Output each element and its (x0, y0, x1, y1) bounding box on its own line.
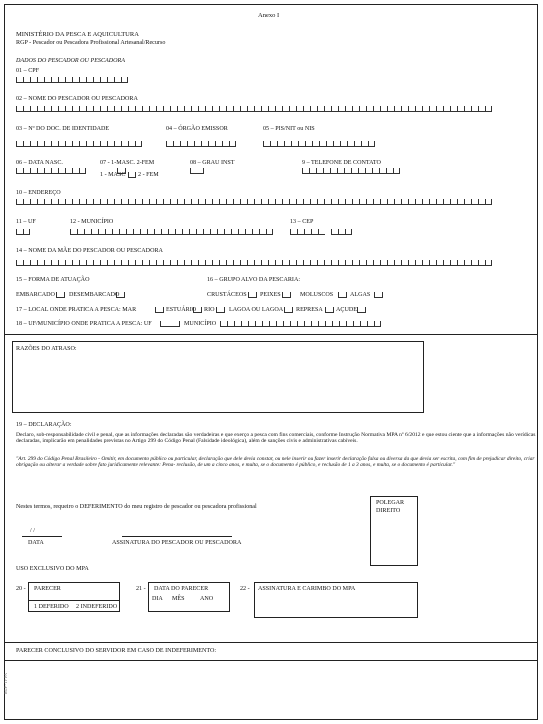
name-input[interactable] (16, 106, 492, 112)
field-label-target-group: 16 – GRUPO ALVO DA PESCARIA: (207, 277, 301, 283)
estuario-checkbox[interactable] (193, 307, 202, 313)
field-label-name: 02 – NOME DO PESCADOR OU PESCADORA (16, 96, 138, 102)
field-label-zip: 13 – CEP (290, 219, 314, 225)
rio-checkbox[interactable] (216, 307, 225, 313)
zip-input[interactable] (290, 229, 352, 235)
option-represa: REPRESA (296, 307, 323, 313)
sex-option-masc: 1 - MASC (100, 172, 126, 178)
field-label-fishing-city: MUNICÍPIO (184, 321, 217, 327)
parecer-inner-line (28, 600, 120, 601)
city-input[interactable] (70, 229, 273, 235)
lagoa-checkbox[interactable] (284, 307, 293, 313)
opinion-date-label: DATA DO PARECER (154, 586, 209, 592)
parecer-label: PARECER (34, 586, 61, 592)
fishing-city-input[interactable] (220, 321, 381, 327)
mother-name-input[interactable] (16, 260, 492, 266)
peixes-checkbox[interactable] (282, 292, 291, 298)
uf-input[interactable] (16, 229, 30, 235)
field-label-sex: 07 - 1-MASC. 2-FEM (100, 160, 155, 166)
field-label-activity: 15 – FORMA DE ATUAÇÃO (16, 277, 90, 283)
field-label-cpf: 01 – CPF (16, 68, 40, 74)
field-label-city: 12 - MUNICÍPIO (70, 219, 114, 225)
option-indeferido[interactable]: 2 INDEFERIDO (76, 604, 118, 610)
field-label-address: 10 – ENDEREÇO (16, 190, 61, 196)
declaration-title: 19 – DECLARAÇÃO: (16, 422, 72, 428)
address-input[interactable] (16, 199, 492, 205)
date-label: DATA (28, 540, 44, 546)
penal-code-quote: "Art. 299 do Código Penal Brasileiro - Omitir, em documento público ou particular, declaração que dele devia constar, ou nele inserir ou fazer inserir declaração falsa ou diversa da que devia ser escrita, com fim de prejudicar direito, criar obrigação ou alterar a verdade sobre fato juridicamente relevante: Pena- reclusão, de um a cinco anos, e multa, se o documento é público, e reclusão de 1 a 3 anos, e multa, se o documento é particular." (16, 456, 535, 469)
mar-checkbox[interactable] (155, 307, 164, 313)
option-crustaceos: CRUSTÁCEOS (207, 292, 247, 298)
issuer-input[interactable] (166, 141, 236, 147)
represa-checkbox[interactable] (325, 307, 334, 313)
id-doc-input[interactable] (16, 141, 142, 147)
sex-option-fem: 2 - FEM (138, 172, 159, 178)
field-20-number: 20 - (16, 586, 26, 592)
field-label-phone: 9 – TELEFONE DE CONTATO (302, 160, 381, 166)
date-slashes: / / (30, 528, 35, 534)
pis-input[interactable] (263, 141, 375, 147)
field-label-issuer: 04 – ÓRGÃO EMISSOR (166, 126, 228, 132)
desembarcado-checkbox[interactable] (116, 292, 125, 298)
field-label-birth: 06 – DATA NASC. (16, 160, 63, 166)
rgp-subtitle: RGP - Pescador ou Pescadora Profissional Artesanal/Recurso (16, 40, 166, 46)
mpa-section-title: USO EXCLUSIVO DO MPA (16, 566, 89, 572)
section-divider (4, 334, 538, 335)
delay-reasons-title: RAZÕES DO ATRASO: (16, 346, 77, 352)
side-note: RGP - IV PA (3, 673, 8, 694)
sex-masc-box[interactable] (128, 172, 136, 178)
option-embarcado: EMBARCADO (16, 292, 55, 298)
field-22-number: 22 - (240, 586, 250, 592)
phone-input[interactable] (302, 168, 400, 174)
option-rio: RIO (204, 307, 215, 313)
field-label-pis: 05 – PIS/NIT ou NIS (263, 126, 315, 132)
stamp-label: ASSINATURA E CARIMBO DO MPA (258, 586, 356, 592)
conclusive-opinion-label: PARECER CONCLUSIVO DO SERVIDOR EM CASO DE INDEFERIMENTO: (16, 648, 217, 654)
fishing-uf-input[interactable] (160, 321, 180, 327)
option-algas: ALGAS (350, 292, 371, 298)
option-deferido[interactable]: 1 DEFERIDO (34, 604, 69, 610)
signature-label: ASSINATURA DO PESCADOR OU PESCADORA (112, 540, 242, 546)
acude-checkbox[interactable] (357, 307, 366, 313)
section-title-fisher: DADOS DO PESCADOR OU PESCADORA (16, 58, 125, 64)
option-lagoa: LAGOA OU LAGOA (229, 307, 284, 313)
thumbprint-label-1: POLEGAR (376, 500, 405, 506)
field-21-number: 21 - (136, 586, 146, 592)
conclusive-bottom-line (4, 660, 538, 661)
field-label-fishing-uf: 18 – UF/MUNICÍPIO ONDE PRATICA A PESCA: UF (16, 321, 152, 327)
thumbprint-label-2: DIREITO (376, 508, 401, 514)
embarcado-checkbox[interactable] (56, 292, 65, 298)
option-estuario: ESTUÁRIO (166, 307, 197, 313)
annex-title: Anexo I (258, 12, 280, 19)
opinion-day-label: DIA (152, 596, 163, 602)
option-desembarcado: DESEMBARCADO (69, 292, 120, 298)
field-label-fishing-place: 17 – LOCAL ONDE PRATICA A PESCA: MAR (16, 307, 137, 313)
field-label-mother: 14 – NOME DA MÃE DO PESCADOR OU PESCADORA (16, 248, 163, 254)
date-line (22, 536, 62, 537)
field-label-uf: 11 – UF (16, 219, 36, 225)
moluscos-checkbox[interactable] (338, 292, 347, 298)
signature-line (122, 536, 232, 537)
cpf-input[interactable] (16, 77, 128, 83)
declaration-text: Declaro, sob-responsabilidade civil e penal, que as informações declaradas são verdadeiras e que exerço a pesca com fins comerciais, conforme Instrução Normativa MPA nº 6/2012 e que estou ciente que a informações não verídicas declaradas, implicarão em penalidades previstas no Artigo 299 do Código Penal (Falsidade ideológica), além de sanções civis e administrativas cabíveis. (16, 432, 536, 445)
education-input[interactable] (190, 168, 204, 174)
deferment-request: Nestes termos, requeiro o DEFERIMENTO do meu registro de pescador ou pescadora profissional (16, 504, 257, 510)
option-acude: AÇUDE (336, 307, 357, 313)
opinion-month-label: MÊS (172, 596, 185, 602)
crustaceos-checkbox[interactable] (248, 292, 257, 298)
conclusive-divider (4, 642, 538, 643)
field-label-education: 08 – GRAU INST (190, 160, 235, 166)
ministry-name: MINISTÉRIO DA PESCA E AQUICULTURA (16, 31, 139, 38)
field-label-id-doc: 03 – Nº DO DOC. DE IDENTIDADE (16, 126, 110, 132)
option-moluscos: MOLUSCOS (300, 292, 334, 298)
birth-date-input[interactable] (16, 168, 86, 174)
option-peixes: PEIXES (260, 292, 281, 298)
algas-checkbox[interactable] (374, 292, 383, 298)
opinion-year-label: ANO (200, 596, 214, 602)
